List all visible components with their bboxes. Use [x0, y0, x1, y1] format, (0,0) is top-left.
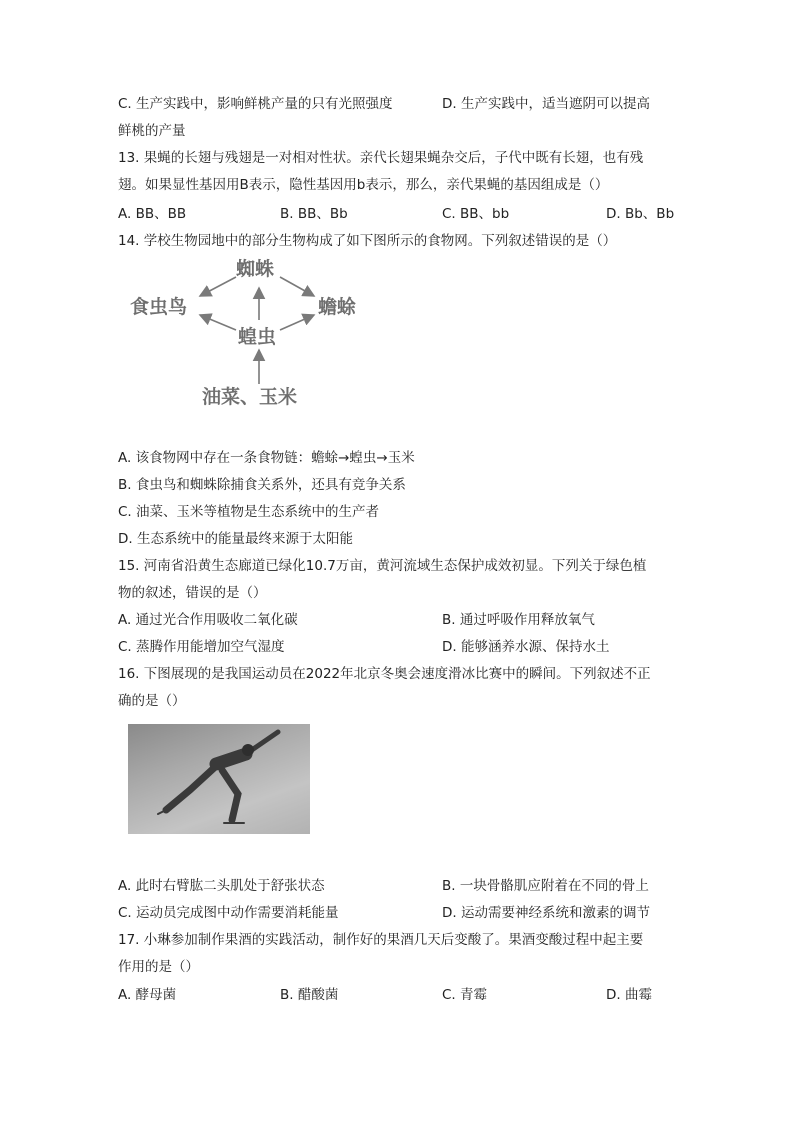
- q15-option-c: C. 蒸腾作用能增加空气湿度: [118, 639, 285, 655]
- q13-options: [118, 205, 678, 223]
- q12-option-d: D. 生产实践中，适当遮阴可以提高: [442, 96, 650, 112]
- q13-option-d: D. Bb、Bb: [606, 206, 675, 222]
- q16-option-c: C. 运动员完成图中动作需要消耗能量: [118, 905, 339, 921]
- q13-option-c: C. BB、bb: [442, 206, 510, 222]
- q17-stem-line2: 作用的是（）: [118, 959, 199, 975]
- q17-options: [118, 986, 678, 1004]
- q16-option-b: B. 一块骨骼肌应附着在不同的骨上: [442, 878, 649, 894]
- food-web-node-spider: 蜘蛛: [236, 258, 275, 280]
- q13-stem-line2: 翅。如果显性基因用B表示，隐性基因用b表示，那么，亲代果蝇的基因组成是（）: [118, 177, 609, 193]
- q16-stem-line2: 确的是（）: [118, 693, 186, 709]
- q14-option-d: D. 生态系统中的能量最终来源于太阳能: [118, 531, 353, 547]
- q15-option-b: B. 通过呼吸作用释放氧气: [442, 612, 595, 628]
- q14-option-a: A. 该食物网中存在一条食物链：蟾蜍→蝗虫→玉米: [118, 450, 415, 466]
- q13-option-a: A. BB、BB: [118, 206, 187, 222]
- q12-option-c: C. 生产实践中，影响鲜桃产量的只有光照强度: [118, 96, 393, 112]
- q14-option-b: B. 食虫鸟和蜘蛛除捕食关系外，还具有竞争关系: [118, 477, 406, 493]
- arrow-spider-to-bird: [200, 277, 236, 296]
- food-web-node-toad: 蟾蜍: [318, 296, 357, 318]
- q16-options-row1: [118, 877, 678, 895]
- arrow-spider-to-toad: [280, 277, 314, 296]
- q16-stem-line1: 16. 下图展现的是我国运动员在2022年北京冬奥会速度滑冰比赛中的瞬间。下列叙述不正: [118, 666, 651, 682]
- q15-stem-line2: 物的叙述，错误的是（）: [118, 585, 267, 601]
- food-web-node-bird: 食虫鸟: [130, 296, 188, 318]
- q15-option-d: D. 能够涵养水源、保持水土: [442, 639, 610, 655]
- q15-option-a: A. 通过光合作用吸收二氧化碳: [118, 612, 298, 628]
- q13-option-b: B. BB、Bb: [280, 206, 348, 222]
- q15-options-row1: [118, 611, 678, 629]
- q17-option-c: C. 青霉: [442, 987, 488, 1003]
- q16-option-d: D. 运动需要神经系统和激素的调节: [442, 905, 650, 921]
- q17-option-d: D. 曲霉: [606, 987, 652, 1003]
- arrow-locust-to-toad: [280, 315, 314, 330]
- speed-skater-photo: [128, 724, 310, 834]
- food-web-diagram: [128, 258, 357, 418]
- food-web-node-plants: 油菜、玉米: [202, 386, 298, 408]
- q16-option-a: A. 此时右臂肱二头肌处于舒张状态: [118, 878, 325, 894]
- q15-stem-line1: 15. 河南省沿黄生态廊道已绿化10.7万亩，黄河流域生态保护成效初显。下列关于绿色植: [118, 558, 647, 574]
- q13-stem-line1: 13. 果蝇的长翅与残翅是一对相对性状。亲代长翅果蝇杂交后，子代中既有长翅，也有残: [118, 150, 644, 166]
- q16-options-row2: [118, 904, 678, 922]
- q17-stem-line1: 17. 小琳参加制作果酒的实践活动，制作好的果酒几天后变酸了。果酒变酸过程中起主要: [118, 932, 644, 948]
- q17-option-b: B. 醋酸菌: [280, 987, 339, 1003]
- skater-silhouette: [128, 724, 310, 834]
- q14-option-c: C. 油菜、玉米等植物是生态系统中的生产者: [118, 504, 380, 520]
- q12-option-d-continued: 鲜桃的产量: [118, 123, 186, 139]
- arrow-locust-to-bird: [200, 315, 236, 330]
- q15-options-row2: [118, 638, 678, 656]
- q17-option-a: A. 酵母菌: [118, 987, 177, 1003]
- q14-stem: 14. 学校生物园地中的部分生物构成了如下图所示的食物网。下列叙述错误的是（）: [118, 233, 617, 249]
- food-web-node-locust: 蝗虫: [238, 326, 277, 348]
